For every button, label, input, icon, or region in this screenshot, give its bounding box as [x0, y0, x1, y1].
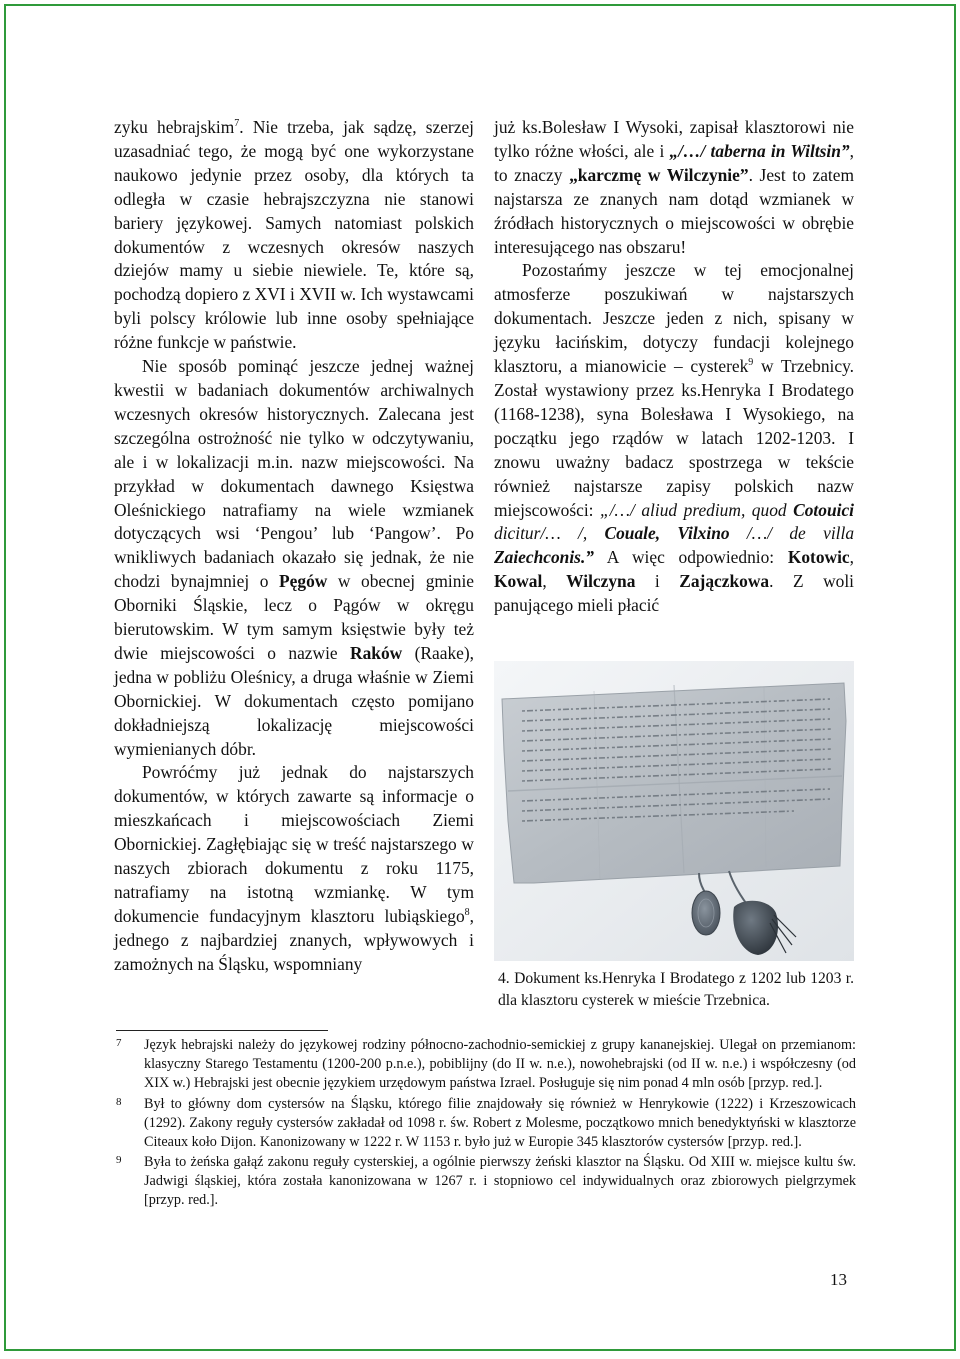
text: Powróćmy już jednak do najstarszych dokumentów, w których zawarte są informacje o mieszkańcach i miejscowościach Ziemi Obornickiej. Zagłębiając się w treść najstarszego w naszych zbiorach dokumentu z roku 1175, natrafiamy na istotną wzmiankę. W tym dokumencie fundacyjnym klasztoru lubiąskiego — [114, 762, 474, 926]
footnote-text: Była to żeńska gałąź zakonu reguły cysterskiej, a ogólnie pierwszy żeński klasztor na Śląsku. Od XIII w. miejsce kultu św. Jadwigi śląskiej, która została kanonizowana w 1267 r. i stopniowo cel indywidualnych oraz zbiorowych pielgrzymek [przyp. red.]. — [144, 1154, 856, 1209]
footnote-text: Był to główny dom cystersów na Śląsku, którego filie znajdowały się również w Henrykowie (1222) i Krzeszowicach (1292). Zakony reguły cystersów zakładał od 1098 r. św. Robert z Molesme, początkowo mnich benedyktyński w klasztorze Citeaux koło Dijon. Kanonizowany w 1222 r. W 1153 r. było już w Europie 345 klasztorów cystersów [przyp. red.]. — [144, 1095, 856, 1150]
footnote-text: Język hebrajski należy do językowej rodziny północno-zachodnio-semickiej z grupy kananejskiej. Ulegał on przemianom: klasyczny Starego Testamentu (1200-200 p.n.e.), pobiblijny (do II w. n.e.), nowohebrajski (od II w. n.e.) i współczesny (od XIX w.) Hebrajski jest obecnie językiem urzędowym państwa Izrael. Posługuje się nim ponad 4 mln osób [przyp. red.]. — [144, 1037, 856, 1091]
bold-term: Zajączkowa — [679, 571, 770, 592]
left-column — [114, 116, 474, 977]
text: , jednego z najbardziej znanych, wpływowych i zamożnych na Śląsku, wspomniany — [114, 905, 474, 974]
text: . Nie trzeba, jak sądzę, szerzej uzasadniać tego, że mogą być one wykorzystane naukowo jedynie przez osoby, dla których ta odległa w czasie hebrajszczyzna nie stanowi bariery językowej. Samych natomiast polskich dokumentów z wczesnych okresów naszych dziejów mamy u siebie niewiele. Te, które są, pochodzą dopiero z XVI i XVII w. Ich wystawcami byli polscy królowie lub inne osoby spełniające różne funkcje w państwie. — [114, 117, 474, 353]
paragraph — [494, 259, 854, 618]
text: , to znaczy — [494, 140, 854, 185]
text: (Raake), jedna w pobliżu Oleśnicy, a druga właśnie w Ziemi Obornickiej. W dokumentach często pomijano dokładniejszą lokalizację miejscowości wymienianych dóbr. — [114, 642, 475, 759]
footnotes — [116, 1036, 856, 1212]
bold-latin-name: Couale, Vilxino — [604, 523, 730, 544]
text: , — [849, 547, 854, 568]
text: . Z woli panującego mieli płacić — [494, 571, 854, 616]
text: Nie sposób pominąć jeszcze jednej ważnej kwestii w badaniach dokumentów archiwalnych wczesnych okresów historycznych. Zalecana jest szczególna ostrożność nie tylko w odczytywaniu, ale i w lokalizacji m.in. nazw miejscowości. Na przykład w dokumentach dawnego Księstwa Oleśnickiego natrafiamy na wiele wzmianek dotyczących wsi ‘Pengou’ lub ‘Pangow’. Po wnikliwych badaniach okazało się jednak, że nie chodzi bynajmniej o — [114, 356, 474, 592]
bold-term: Kowal — [494, 571, 543, 592]
latin-quote: „/…/ aliud predium, quod — [600, 499, 794, 520]
bold-quote: „karczmę w Wilczynie” — [569, 164, 749, 185]
text: Pozostańmy jeszcze w tej emocjonalnej atmosferze poszukiwań w najstarszych dokumentach. Jeszcze jeden z nich, spisany w języku łacińskim, dotyczy fundacji kolejnego klasztoru, a mianowicie – cysterek — [494, 260, 854, 377]
text: . Jest to zatem najstarsza ze znanych nam dotąd wzmianek w źródłach historycznych o miejscowości w obrębie interesującego nas obszaru! — [494, 164, 854, 257]
latin-quote: dicitur/… /, — [494, 523, 605, 544]
bold-latin-name: Zaiechconis.” — [494, 547, 594, 568]
text: i — [635, 571, 680, 592]
bold-term: Wilczyna — [566, 571, 636, 592]
text: już ks.Bolesław I Wysoki, zapisał klasztorowi nie tylko różne włości, ale i — [494, 117, 854, 161]
footnote-ref: 7 — [234, 118, 240, 130]
bold-term: Pęgów — [279, 571, 328, 592]
footnote-divider — [116, 1030, 328, 1031]
paragraph — [114, 761, 474, 976]
right-column — [494, 116, 854, 618]
footnote-number: 8 — [116, 1095, 122, 1108]
latin-quote: /…/ de villa — [729, 523, 855, 544]
text: w Trzebnicy. Został wystawiony przez ks.Henryka I Brodatego (1168-1238), syna Bolesława I Wysokiego, na początku jego rządów w latach 1202-1203. I znowu uważny badacz spostrzega w tekście również najstarsze zapisy polskich nazw miejscowości: — [494, 356, 854, 520]
footnote-9 — [116, 1153, 856, 1210]
page — [4, 4, 956, 1351]
text: zyku hebrajskim — [114, 117, 235, 137]
footnote-8 — [116, 1095, 856, 1152]
footnote-number: 9 — [116, 1154, 122, 1167]
paragraph — [114, 116, 474, 355]
text: w obecnej gminie Oborniki Śląskie, lecz o Pągów w okręgu bierutowskim. W tym samym księstwie były też dwie miejscowości o nazwie — [114, 571, 474, 663]
charter-photo — [494, 661, 854, 961]
figure-caption: 4. Dokument ks.Henryka I Brodatego z 1202 lub 1203 r. dla klasztoru cysterek w mieście Trzebnica. — [498, 970, 854, 1009]
bold-latin-name: Cotouici — [793, 499, 855, 520]
text: A więc odpowiednio: — [594, 547, 788, 568]
paragraph — [114, 355, 474, 761]
bold-term: Kotowic — [787, 547, 850, 568]
footnote-ref: 9 — [748, 357, 754, 369]
footnote-number: 7 — [116, 1037, 122, 1049]
paragraph — [494, 116, 854, 259]
page-number: 13 — [830, 1270, 847, 1289]
latin-quote: „/…/ taberna in Wiltsin” — [669, 140, 850, 161]
footnote-ref: 8 — [464, 907, 470, 919]
footnote-7 — [116, 1036, 856, 1093]
text: , — [542, 571, 567, 592]
bold-term: Raków — [350, 642, 403, 663]
